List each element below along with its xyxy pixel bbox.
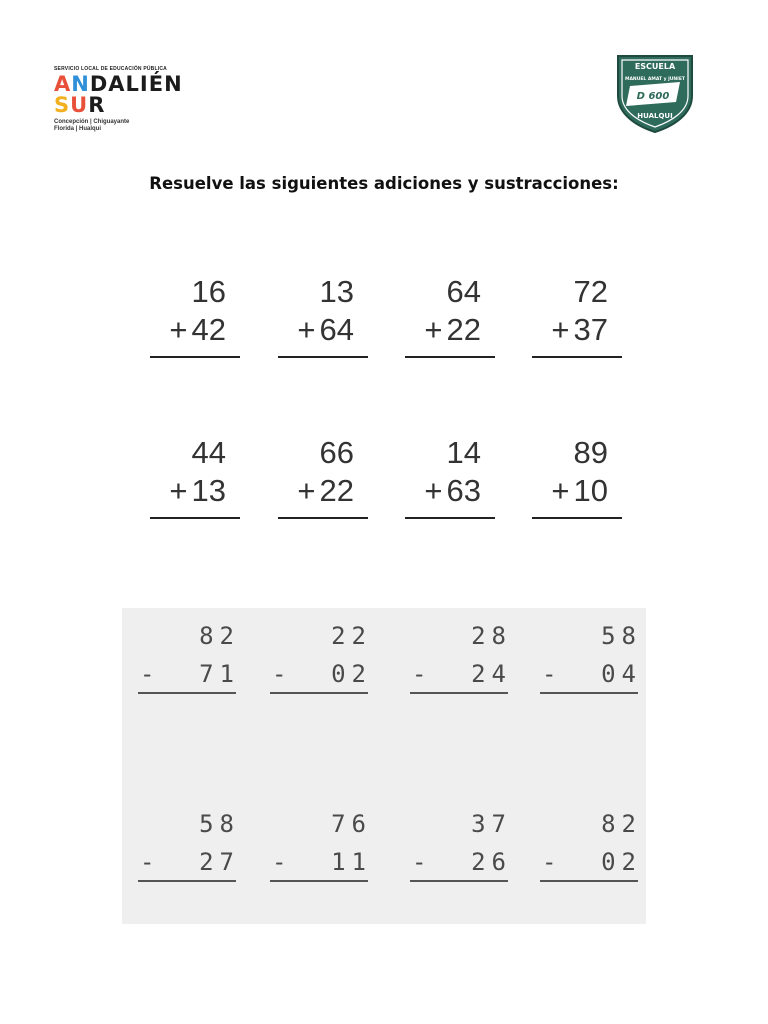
subtrahend: 71: [199, 660, 240, 688]
logo-service-text: SERVICIO LOCAL DE EDUCACIÓN PÚBLICA: [54, 66, 167, 72]
school-seal-logo: [612, 52, 698, 134]
subtrahend: 27: [199, 848, 240, 876]
instruction-text: Resuelve las siguientes adiciones y sustracciones:: [149, 174, 619, 193]
subtrahend: 02: [601, 848, 642, 876]
minuend: 58: [199, 810, 240, 838]
answer-line: [532, 517, 622, 519]
answer-line: [278, 517, 368, 519]
plus-sign: +: [297, 473, 316, 508]
addend-top: 89: [573, 435, 608, 470]
logo-communes-line1: Concepción | Chiguayante: [54, 119, 130, 125]
answer-line: [150, 356, 240, 358]
minus-sign: -: [272, 660, 293, 688]
subtraction-problem: [262, 802, 372, 882]
plus-sign: +: [551, 312, 570, 347]
answer-line: [138, 692, 236, 694]
plus-sign: +: [169, 473, 188, 508]
addend-top: 64: [446, 274, 481, 309]
minuend: 58: [601, 622, 642, 650]
subtraction-problem: [402, 802, 512, 882]
addend-top: 14: [446, 435, 481, 470]
addend-bottom-line: [551, 473, 608, 509]
subtrahend: 04: [601, 660, 642, 688]
answer-line: [410, 692, 508, 694]
plus-sign: +: [424, 473, 443, 508]
addend-bottom-line: [297, 473, 354, 509]
addend-top: 44: [191, 435, 226, 470]
addend-bottom-line: [169, 473, 226, 509]
addend-bottom: 63: [446, 473, 481, 508]
subtraction-problem: [262, 614, 372, 694]
plus-sign: +: [551, 473, 570, 508]
addend-bottom: 22: [446, 312, 481, 347]
addition-row-1: [0, 274, 768, 374]
answer-line: [270, 880, 368, 882]
andalien-sur-logo: [54, 66, 224, 136]
addend-bottom: 22: [319, 473, 354, 508]
addend-bottom: 42: [191, 312, 226, 347]
addend-bottom: 13: [191, 473, 226, 508]
subtraction-problem: [130, 802, 240, 882]
svg-text:HUALQUI: HUALQUI: [637, 112, 673, 120]
subtraction-panel: [122, 608, 646, 924]
minus-sign: -: [412, 848, 433, 876]
addend-bottom: 64: [319, 312, 354, 347]
addend-bottom-line: [551, 312, 608, 348]
addend-bottom: 37: [573, 312, 608, 347]
minus-sign: -: [412, 660, 433, 688]
minus-sign: -: [542, 660, 563, 688]
minus-sign: -: [272, 848, 293, 876]
answer-line: [540, 880, 638, 882]
minus-sign: -: [140, 848, 161, 876]
plus-sign: +: [169, 312, 188, 347]
answer-line: [270, 692, 368, 694]
addend-bottom-line: [297, 312, 354, 348]
logo-name-line2: SUR: [54, 93, 106, 117]
answer-line: [405, 356, 495, 358]
answer-line: [540, 692, 638, 694]
svg-text:MANUEL AMAT y JUNIET: MANUEL AMAT y JUNIET: [624, 77, 686, 82]
logo-name-line1: ANDALIÉN: [54, 72, 183, 96]
minus-sign: -: [542, 848, 563, 876]
addend-top: 72: [573, 274, 608, 309]
addition-problem: [150, 274, 240, 364]
addition-problem: [532, 435, 622, 525]
answer-line: [410, 880, 508, 882]
subtraction-problem: [130, 614, 240, 694]
subtraction-problem: [402, 614, 512, 694]
addition-problem: [405, 435, 495, 525]
answer-line: [138, 880, 236, 882]
addition-problem: [278, 435, 368, 525]
addend-bottom-line: [169, 312, 226, 348]
subtrahend: 11: [331, 848, 372, 876]
svg-text:ESCUELA: ESCUELA: [634, 62, 676, 71]
addend-bottom-line: [424, 473, 481, 509]
addend-top: 13: [319, 274, 354, 309]
logo-communes-line2: Florida | Hualqui: [54, 126, 102, 132]
addend-bottom: 10: [573, 473, 608, 508]
minuend: 37: [471, 810, 512, 838]
minuend: 22: [331, 622, 372, 650]
subtrahend: 02: [331, 660, 372, 688]
minus-sign: -: [140, 660, 161, 688]
addend-top: 16: [191, 274, 226, 309]
addition-problem: [405, 274, 495, 364]
minuend: 76: [331, 810, 372, 838]
addition-problem: [150, 435, 240, 525]
minuend: 82: [601, 810, 642, 838]
plus-sign: +: [297, 312, 316, 347]
answer-line: [150, 517, 240, 519]
addition-problem: [278, 274, 368, 364]
subtrahend: 26: [471, 848, 512, 876]
addend-top: 66: [319, 435, 354, 470]
svg-text:D 600: D 600: [636, 91, 670, 102]
subtrahend: 24: [471, 660, 512, 688]
minuend: 28: [471, 622, 512, 650]
minuend: 82: [199, 622, 240, 650]
addition-problem: [532, 274, 622, 364]
plus-sign: +: [424, 312, 443, 347]
answer-line: [405, 517, 495, 519]
answer-line: [532, 356, 622, 358]
addition-row-2: [0, 435, 768, 535]
addend-bottom-line: [424, 312, 481, 348]
subtraction-problem: [532, 614, 642, 694]
subtraction-problem: [532, 802, 642, 882]
answer-line: [278, 356, 368, 358]
